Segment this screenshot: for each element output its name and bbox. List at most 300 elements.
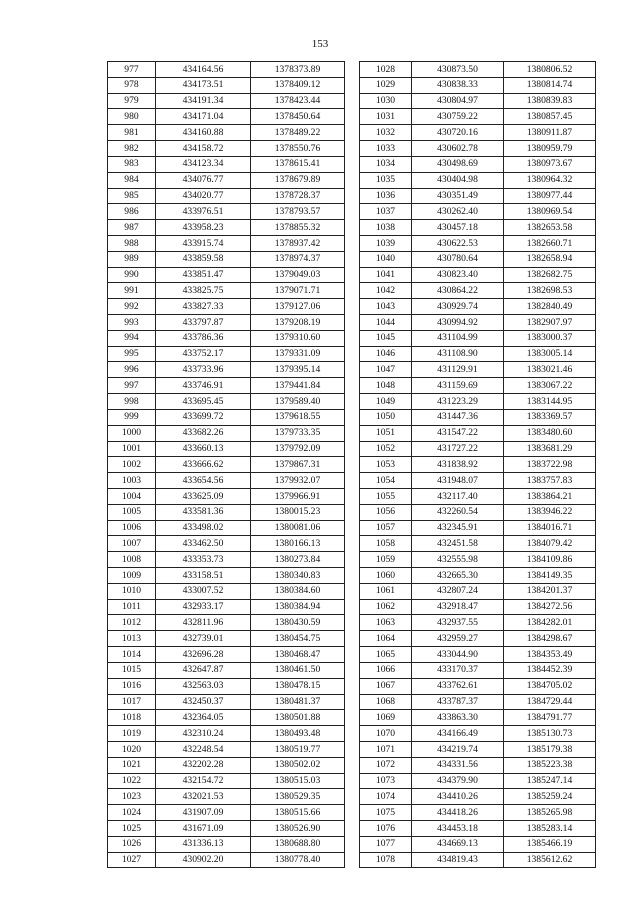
point-number-cell: 1050 [360,409,412,425]
y-coordinate-cell: 1378373.89 [251,62,345,78]
y-coordinate-cell: 1378615.41 [251,156,345,172]
table-row [360,315,596,331]
table-row [108,552,345,568]
table-row [108,662,345,678]
y-coordinate-cell: 1384016.71 [504,520,596,536]
x-coordinate-cell: 433746.91 [156,378,251,394]
x-coordinate-cell: 430864.22 [412,283,504,299]
x-coordinate-cell: 431447.36 [412,409,504,425]
point-number-cell: 1007 [108,536,156,552]
point-number-cell: 977 [108,62,156,78]
x-coordinate-cell: 433044.90 [412,647,504,663]
x-coordinate-cell: 434076.77 [156,172,251,188]
x-coordinate-cell: 433695.45 [156,394,251,410]
y-coordinate-cell: 1380502.02 [251,757,345,773]
point-number-cell: 990 [108,267,156,283]
point-number-cell: 1055 [360,488,412,504]
point-number-cell: 1035 [360,172,412,188]
table-row [108,109,345,125]
point-number-cell: 1061 [360,583,412,599]
y-coordinate-cell: 1379127.06 [251,299,345,315]
point-number-cell: 993 [108,315,156,331]
x-coordinate-cell: 433827.33 [156,299,251,315]
x-coordinate-cell: 430902.20 [156,852,251,868]
table-row [360,836,596,852]
x-coordinate-cell: 432647.87 [156,662,251,678]
x-coordinate-cell: 430838.33 [412,77,504,93]
y-coordinate-cell: 1379071.71 [251,283,345,299]
x-coordinate-cell: 434123.34 [156,156,251,172]
x-coordinate-cell: 433462.50 [156,536,251,552]
point-number-cell: 1008 [108,552,156,568]
point-number-cell: 1056 [360,504,412,520]
y-coordinate-cell: 1383005.14 [504,346,596,362]
point-number-cell: 1034 [360,156,412,172]
y-coordinate-cell: 1380688.80 [251,836,345,852]
y-coordinate-cell: 1380778.40 [251,852,345,868]
x-coordinate-cell: 432563.03 [156,678,251,694]
y-coordinate-cell: 1380384.94 [251,599,345,615]
point-number-cell: 1066 [360,662,412,678]
x-coordinate-cell: 434160.88 [156,125,251,141]
y-coordinate-cell: 1379331.09 [251,346,345,362]
table-row [360,805,596,821]
y-coordinate-cell: 1384353.49 [504,647,596,663]
point-number-cell: 1046 [360,346,412,362]
table-row [108,283,345,299]
x-coordinate-cell: 430804.97 [412,93,504,109]
table-row [108,299,345,315]
x-coordinate-cell: 433007.52 [156,583,251,599]
x-coordinate-cell: 434191.34 [156,93,251,109]
point-number-cell: 1053 [360,457,412,473]
x-coordinate-cell: 431671.09 [156,821,251,837]
table-row [108,536,345,552]
point-number-cell: 1068 [360,694,412,710]
table-row [108,235,345,251]
x-coordinate-cell: 430823.40 [412,267,504,283]
x-coordinate-cell: 434331.56 [412,757,504,773]
point-number-cell: 1043 [360,299,412,315]
x-coordinate-cell: 431108.90 [412,346,504,362]
point-number-cell: 1077 [360,836,412,852]
y-coordinate-cell: 1378679.89 [251,172,345,188]
y-coordinate-cell: 1380454.75 [251,631,345,647]
x-coordinate-cell: 433625.09 [156,488,251,504]
table-row [360,457,596,473]
y-coordinate-cell: 1380973.67 [504,156,596,172]
y-coordinate-cell: 1382658.94 [504,251,596,267]
table-row [108,330,345,346]
x-coordinate-cell: 431727.22 [412,441,504,457]
y-coordinate-cell: 1383722.98 [504,457,596,473]
table-row [360,109,596,125]
table-row [360,773,596,789]
table-row [108,362,345,378]
x-coordinate-cell: 431159.69 [412,378,504,394]
y-coordinate-cell: 1380166.13 [251,536,345,552]
table-row [108,425,345,441]
x-coordinate-cell: 433863.30 [412,710,504,726]
y-coordinate-cell: 1378974.37 [251,251,345,267]
x-coordinate-cell: 434020.77 [156,188,251,204]
table-row [360,93,596,109]
x-coordinate-cell: 432345.91 [412,520,504,536]
point-number-cell: 1023 [108,789,156,805]
y-coordinate-cell: 1379867.31 [251,457,345,473]
table-row [108,409,345,425]
y-coordinate-cell: 1380529.35 [251,789,345,805]
point-number-cell: 1032 [360,125,412,141]
table-row [108,394,345,410]
y-coordinate-cell: 1385466.19 [504,836,596,852]
point-number-cell: 1073 [360,773,412,789]
table-row [360,141,596,157]
point-number-cell: 1036 [360,188,412,204]
x-coordinate-cell: 432450.37 [156,694,251,710]
table-row [360,156,596,172]
x-coordinate-cell: 431104.99 [412,330,504,346]
x-coordinate-cell: 433859.58 [156,251,251,267]
table-row [108,757,345,773]
x-coordinate-cell: 432451.58 [412,536,504,552]
table-row [360,188,596,204]
y-coordinate-cell: 1380501.88 [251,710,345,726]
table-row [108,583,345,599]
y-coordinate-cell: 1382840.49 [504,299,596,315]
x-coordinate-cell: 432665.30 [412,568,504,584]
y-coordinate-cell: 1379310.60 [251,330,345,346]
point-number-cell: 1076 [360,821,412,837]
y-coordinate-cell: 1382907.97 [504,315,596,331]
y-coordinate-cell: 1382682.75 [504,267,596,283]
table-row [360,125,596,141]
y-coordinate-cell: 1384729.44 [504,694,596,710]
point-number-cell: 987 [108,220,156,236]
x-coordinate-cell: 433581.36 [156,504,251,520]
table-row [360,710,596,726]
x-coordinate-cell: 433752.17 [156,346,251,362]
point-number-cell: 1015 [108,662,156,678]
table-row [360,678,596,694]
point-number-cell: 1002 [108,457,156,473]
table-row [108,647,345,663]
point-number-cell: 1006 [108,520,156,536]
table-row [360,552,596,568]
y-coordinate-cell: 1384282.01 [504,615,596,631]
table-row [108,267,345,283]
point-number-cell: 1058 [360,536,412,552]
point-number-cell: 1060 [360,568,412,584]
y-coordinate-cell: 1385247.14 [504,773,596,789]
x-coordinate-cell: 431838.92 [412,457,504,473]
x-coordinate-cell: 432248.54 [156,741,251,757]
y-coordinate-cell: 1380519.77 [251,741,345,757]
x-coordinate-cell: 433498.02 [156,520,251,536]
table-body [108,62,345,868]
table-row [360,726,596,742]
y-coordinate-cell: 1383681.29 [504,441,596,457]
point-number-cell: 1063 [360,615,412,631]
y-coordinate-cell: 1380384.60 [251,583,345,599]
point-number-cell: 1054 [360,473,412,489]
table-row [360,741,596,757]
table-row [108,457,345,473]
table-row [360,615,596,631]
x-coordinate-cell: 431223.29 [412,394,504,410]
y-coordinate-cell: 1380461.50 [251,662,345,678]
x-coordinate-cell: 432021.53 [156,789,251,805]
x-coordinate-cell: 432739.01 [156,631,251,647]
y-coordinate-cell: 1380015.23 [251,504,345,520]
table-row [360,172,596,188]
point-number-cell: 1069 [360,710,412,726]
table-row [360,631,596,647]
x-coordinate-cell: 431547.22 [412,425,504,441]
point-number-cell: 1049 [360,394,412,410]
y-coordinate-cell: 1378450.64 [251,109,345,125]
x-coordinate-cell: 432154.72 [156,773,251,789]
x-coordinate-cell: 433353.73 [156,552,251,568]
point-number-cell: 1005 [108,504,156,520]
table-row [360,488,596,504]
x-coordinate-cell: 434453.18 [412,821,504,837]
y-coordinate-cell: 1384079.42 [504,536,596,552]
point-number-cell: 1074 [360,789,412,805]
y-coordinate-cell: 1378423.44 [251,93,345,109]
table-row [108,125,345,141]
point-number-cell: 1045 [360,330,412,346]
point-number-cell: 1057 [360,520,412,536]
table-row [108,678,345,694]
point-number-cell: 1011 [108,599,156,615]
table-row [360,394,596,410]
y-coordinate-cell: 1384298.67 [504,631,596,647]
y-coordinate-cell: 1383021.46 [504,362,596,378]
table-row [360,283,596,299]
table-row [108,852,345,868]
x-coordinate-cell: 434173.51 [156,77,251,93]
point-number-cell: 1004 [108,488,156,504]
table-row [360,821,596,837]
point-number-cell: 997 [108,378,156,394]
point-number-cell: 1078 [360,852,412,868]
table-row [360,204,596,220]
x-coordinate-cell: 434219.74 [412,741,504,757]
table-row [108,93,345,109]
point-number-cell: 1040 [360,251,412,267]
x-coordinate-cell: 433976.51 [156,204,251,220]
y-coordinate-cell: 1383480.60 [504,425,596,441]
x-coordinate-cell: 434166.49 [412,726,504,742]
point-number-cell: 1051 [360,425,412,441]
table-row [108,378,345,394]
point-number-cell: 1037 [360,204,412,220]
point-number-cell: 1024 [108,805,156,821]
x-coordinate-cell: 430262.40 [412,204,504,220]
y-coordinate-cell: 1385612.62 [504,852,596,868]
point-number-cell: 991 [108,283,156,299]
table-row [360,62,596,78]
x-coordinate-cell: 433666.62 [156,457,251,473]
x-coordinate-cell: 433787.37 [412,694,504,710]
x-coordinate-cell: 430351.49 [412,188,504,204]
point-number-cell: 1067 [360,678,412,694]
x-coordinate-cell: 433797.87 [156,315,251,331]
point-number-cell: 1009 [108,568,156,584]
table-row [108,741,345,757]
point-number-cell: 1013 [108,631,156,647]
x-coordinate-cell: 432260.54 [412,504,504,520]
table-body [360,62,596,868]
y-coordinate-cell: 1383946.22 [504,504,596,520]
table-row [360,520,596,536]
x-coordinate-cell: 433660.13 [156,441,251,457]
x-coordinate-cell: 432117.40 [412,488,504,504]
point-number-cell: 1012 [108,615,156,631]
y-coordinate-cell: 1384272.56 [504,599,596,615]
x-coordinate-cell: 433170.37 [412,662,504,678]
table-row [360,694,596,710]
x-coordinate-cell: 432696.28 [156,647,251,663]
table-row [108,188,345,204]
table-row [108,488,345,504]
point-number-cell: 1072 [360,757,412,773]
y-coordinate-cell: 1380857.45 [504,109,596,125]
point-number-cell: 984 [108,172,156,188]
table-row [108,615,345,631]
table-row [360,235,596,251]
y-coordinate-cell: 1378937.42 [251,235,345,251]
point-number-cell: 1001 [108,441,156,457]
table-row [108,473,345,489]
point-number-cell: 1025 [108,821,156,837]
table-row [108,836,345,852]
x-coordinate-cell: 434379.90 [412,773,504,789]
y-coordinate-cell: 1379932.07 [251,473,345,489]
point-number-cell: 995 [108,346,156,362]
table-row [360,789,596,805]
y-coordinate-cell: 1385130.73 [504,726,596,742]
y-coordinate-cell: 1382653.58 [504,220,596,236]
y-coordinate-cell: 1380806.52 [504,62,596,78]
y-coordinate-cell: 1383369.57 [504,409,596,425]
y-coordinate-cell: 1380478.15 [251,678,345,694]
y-coordinate-cell: 1379208.19 [251,315,345,331]
point-number-cell: 1031 [360,109,412,125]
table-row [360,473,596,489]
table-row [108,220,345,236]
y-coordinate-cell: 1380839.83 [504,93,596,109]
point-number-cell: 983 [108,156,156,172]
table-row [360,346,596,362]
point-number-cell: 999 [108,409,156,425]
x-coordinate-cell: 434164.56 [156,62,251,78]
point-number-cell: 1075 [360,805,412,821]
table-row [360,662,596,678]
point-number-cell: 1016 [108,678,156,694]
y-coordinate-cell: 1384452.39 [504,662,596,678]
table-row [360,378,596,394]
point-number-cell: 1029 [360,77,412,93]
x-coordinate-cell: 434418.26 [412,805,504,821]
point-number-cell: 1062 [360,599,412,615]
x-coordinate-cell: 431907.09 [156,805,251,821]
x-coordinate-cell: 430404.98 [412,172,504,188]
x-coordinate-cell: 432933.17 [156,599,251,615]
table-row [108,346,345,362]
x-coordinate-cell: 430929.74 [412,299,504,315]
y-coordinate-cell: 1379395.14 [251,362,345,378]
x-coordinate-cell: 430873.50 [412,62,504,78]
point-number-cell: 1030 [360,93,412,109]
y-coordinate-cell: 1384705.02 [504,678,596,694]
point-number-cell: 1064 [360,631,412,647]
x-coordinate-cell: 430622.53 [412,235,504,251]
y-coordinate-cell: 1379589.40 [251,394,345,410]
y-coordinate-cell: 1383864.21 [504,488,596,504]
point-number-cell: 1018 [108,710,156,726]
point-number-cell: 980 [108,109,156,125]
x-coordinate-cell: 433851.47 [156,267,251,283]
table-row [108,172,345,188]
y-coordinate-cell: 1380911.87 [504,125,596,141]
x-coordinate-cell: 432811.96 [156,615,251,631]
point-number-cell: 1039 [360,235,412,251]
x-coordinate-cell: 433786.36 [156,330,251,346]
point-number-cell: 1003 [108,473,156,489]
y-coordinate-cell: 1378793.57 [251,204,345,220]
table-row [108,77,345,93]
table-row [108,315,345,331]
point-number-cell: 1028 [360,62,412,78]
point-number-cell: 1000 [108,425,156,441]
point-number-cell: 982 [108,141,156,157]
point-number-cell: 1041 [360,267,412,283]
table-row [360,362,596,378]
x-coordinate-cell: 433733.96 [156,362,251,378]
x-coordinate-cell: 433158.51 [156,568,251,584]
y-coordinate-cell: 1380468.47 [251,647,345,663]
y-coordinate-cell: 1378550.76 [251,141,345,157]
x-coordinate-cell: 434410.26 [412,789,504,805]
x-coordinate-cell: 430720.16 [412,125,504,141]
point-number-cell: 1020 [108,741,156,757]
y-coordinate-cell: 1380515.66 [251,805,345,821]
point-number-cell: 1026 [108,836,156,852]
table-row [360,757,596,773]
table-row [360,330,596,346]
x-coordinate-cell: 432918.47 [412,599,504,615]
x-coordinate-cell: 433915.74 [156,235,251,251]
x-coordinate-cell: 430457.18 [412,220,504,236]
x-coordinate-cell: 432937.55 [412,615,504,631]
x-coordinate-cell: 434669.13 [412,836,504,852]
x-coordinate-cell: 432364.05 [156,710,251,726]
y-coordinate-cell: 1379733.35 [251,425,345,441]
point-number-cell: 1021 [108,757,156,773]
y-coordinate-cell: 1384109.86 [504,552,596,568]
y-coordinate-cell: 1380081.06 [251,520,345,536]
x-coordinate-cell: 432555.98 [412,552,504,568]
point-number-cell: 1038 [360,220,412,236]
y-coordinate-cell: 1380273.84 [251,552,345,568]
table-row [360,299,596,315]
table-row [108,726,345,742]
x-coordinate-cell: 433825.75 [156,283,251,299]
y-coordinate-cell: 1385265.98 [504,805,596,821]
y-coordinate-cell: 1380493.48 [251,726,345,742]
